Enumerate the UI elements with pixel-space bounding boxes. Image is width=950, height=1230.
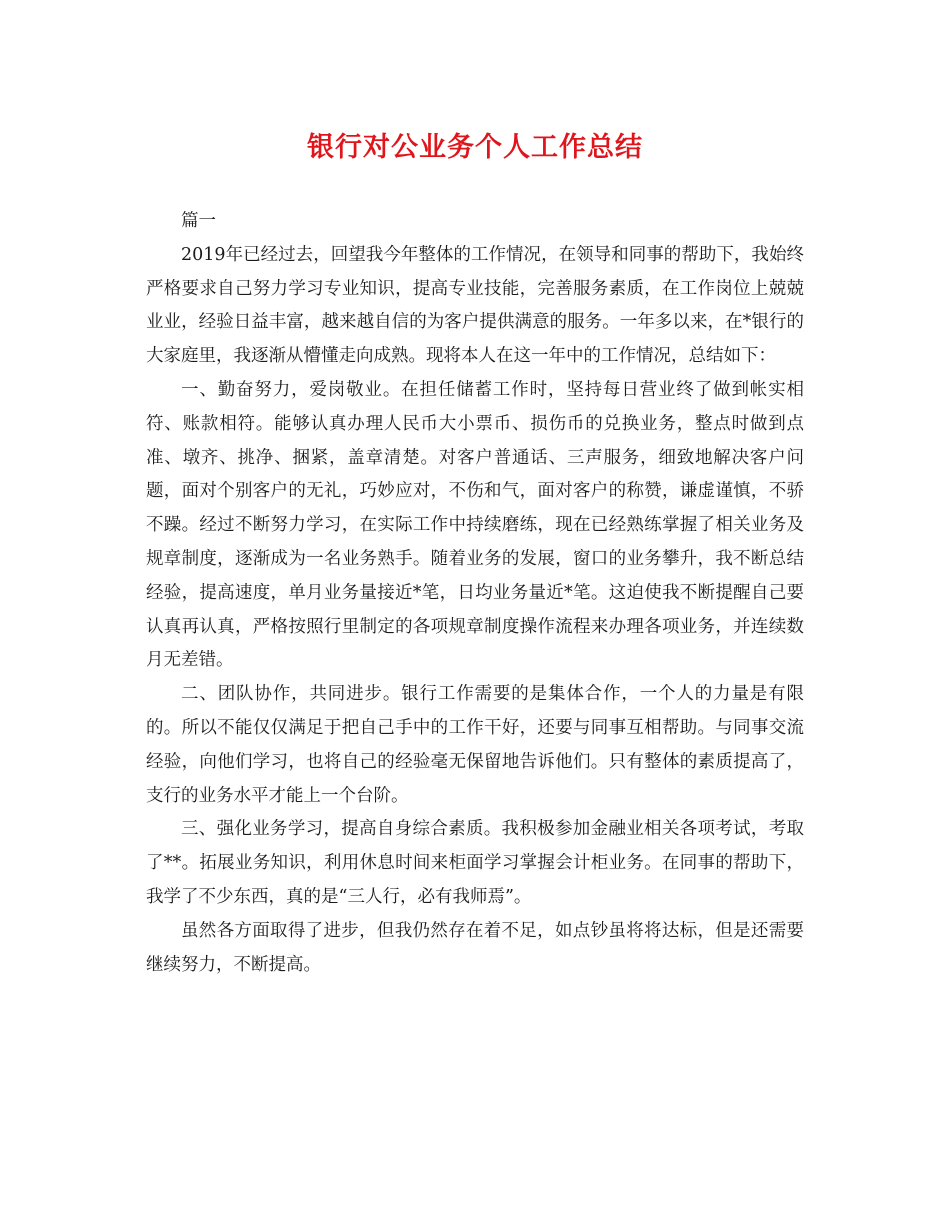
paragraph: 三、强化业务学习，提高自身综合素质。我积极参加金融业相关各项考试，考取了**。拓展业务知识，利用休息时间来柜面学习掌握会计柜业务。在同事的帮助下，我学了不少东西，真的是“三人行，必有我师焉”。 xyxy=(146,819,804,907)
document-title: 银行对公业务个人工作总结 xyxy=(307,132,643,163)
paragraph: 虽然各方面取得了进步，但我仍然存在着不足，如点钞虽将将达标，但是还需要继续努力，不断提高。 xyxy=(146,920,804,975)
paragraph: 二、团队协作，共同进步。银行工作需要的是集体合作，一个人的力量是有限的。所以不能仅仅满足于把自己手中的工作干好，还要与同事互相帮助。与同事交流经验，向他们学习，也将自己的经验毫无保留地告诉他们。只有整体的素质提高了，支行的业务水平才能上一个台阶。 xyxy=(146,684,804,806)
paragraph: 2019年已经过去，回望我今年整体的工作情况，在领导和同事的帮助下，我始终严格要求自己努力学习专业知识，提高专业技能，完善服务素质，在工作岗位上兢兢业业，经验日益丰富，越来越自信的为客户提供满意的服务。一年多以来，在*银行的大家庭里，我逐渐从懵懂走向成熟。现将本人在这一年中的工作情况，总结如下： xyxy=(146,244,804,367)
paragraph-heading: 篇一 xyxy=(181,211,216,231)
document-body xyxy=(146,205,804,982)
paragraph: 一、勤奋努力，爱岗敬业。在担任储蓄工作时，坚持每日营业终了做到帐实相符、账款相符。能够认真办理人民币大小票币、损伤币的兑换业务，整点时做到点准、墩齐、挑净、捆紧，盖章清楚。对客户普通话、三声服务，细致地解决客户问题，面对个别客户的无礼，巧妙应对，不伤和气，面对客户的称赞，谦虚谨慎，不骄不躁。经过不断努力学习，在实际工作中持续磨练，现在已经熟练掌握了相关业务及规章制度，逐渐成为一名业务熟手。随着业务的发展，窗口的业务攀升，我不断总结经验，提高速度，单月业务量接近*笔，日均业务量近*笔。这迫使我不断提醒自己要认真再认真，严格按照行里制定的各项规章制度操作流程来办理各项业务，并连续数月无差错。 xyxy=(146,379,804,671)
